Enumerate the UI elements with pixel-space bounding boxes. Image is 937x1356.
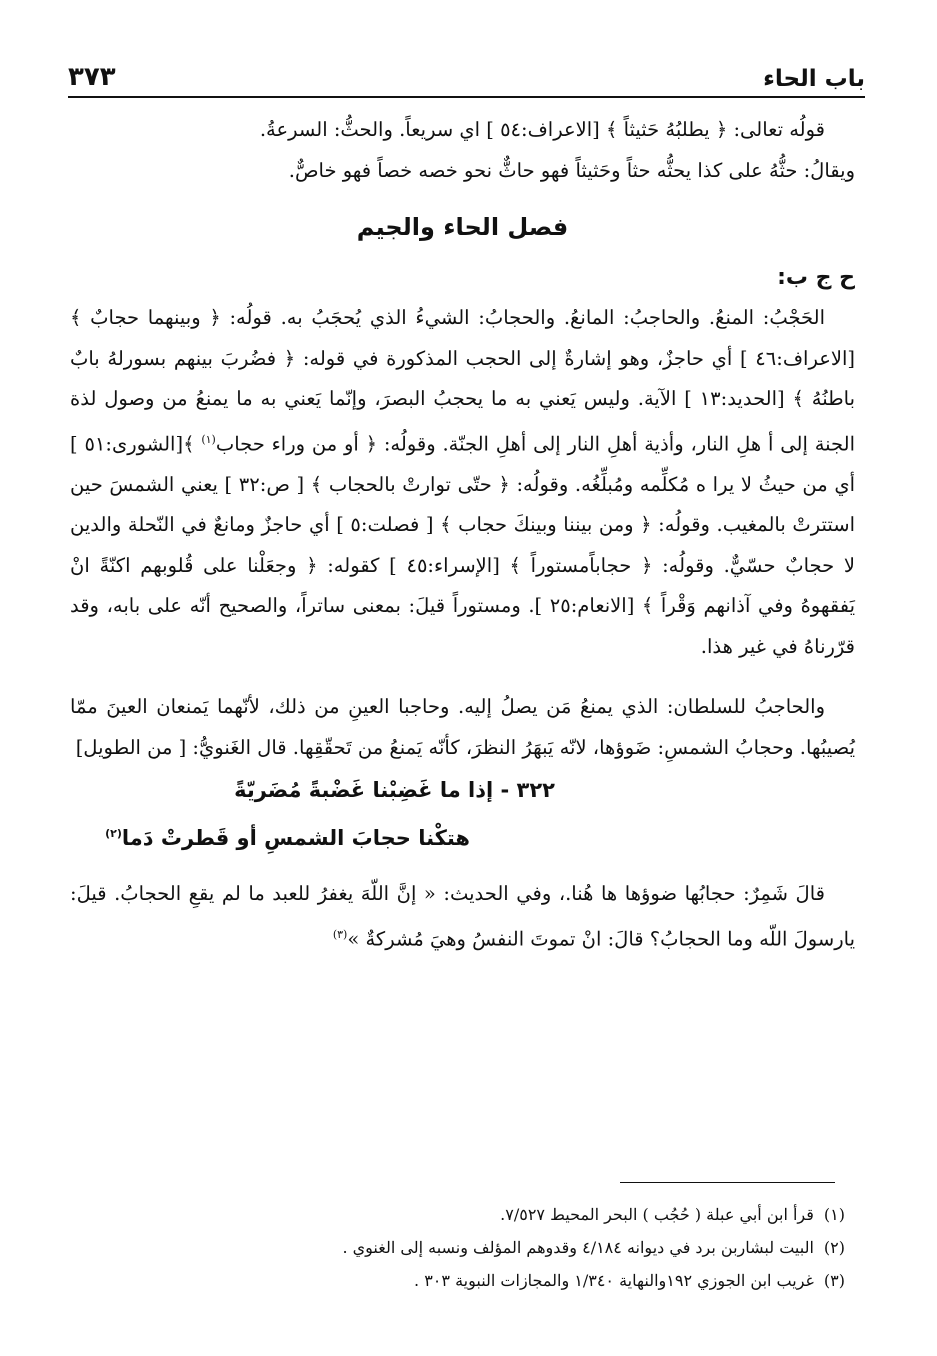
paragraph-text: قالَ شَمِرٌ: حجابُها ضوؤها ها هُنا.، وفي الحديث: « إنَّ اللّهَ يغفرُ للعبد ما لم يقعِ الحجابُ. قيلَ: يارسولَ اللّه وما الحجابُ؟ قالَ: انْ تموتَ النفسُ وهيَ مُشركةٌ »	[70, 882, 855, 950]
main-text	[70, 110, 855, 960]
paragraph-hijab-meanings	[70, 298, 855, 667]
footnote-item	[200, 1198, 845, 1231]
root-heading: ح ج ب:	[777, 265, 855, 290]
footnote-number: (١)	[823, 1205, 845, 1224]
footnote-text: البيت لبشاربن برد في ديوانه ٤/١٨٤ وقدوهم المؤلف ونسبه إلى الغنوي .	[342, 1238, 814, 1257]
footnotes	[200, 1198, 845, 1297]
verse-text: هتكْنا حجابَ الشمسِ أو قَطرتْ دَما	[121, 826, 470, 850]
chapter-title: باب الحاء	[763, 66, 865, 92]
footnote-ref-2: (٢)	[105, 827, 122, 840]
paragraph-gap	[70, 667, 855, 687]
footnote-ref-1: (١)	[201, 432, 216, 446]
page-number: ٣٧٣	[68, 62, 116, 92]
paragraph-hadith	[70, 874, 855, 960]
paragraph-text: ﴾[الشورى:٥١ ] أي من حيثُ لا يرا ه مُكلِّمه ومُبلِّغُه. وقولُه: ﴿ حتّى توارتْ بالحجاب ﴾ [ ص:٣٢ ] يعني الشمسَ حين استترتْ بالمغيب. وقولُه: ﴿ ومن بيننا وبينكَ حجاب ﴾ [ فصلت:٥ ] أي حاجزٌ ومانعٌ في النّحلة والدين لا حجابٌ حسّيٌّ. وقولُه: ﴿ حجاباًمستوراً ﴾ [الإسراء:٤٥ ] كقوله: ﴿ وجعَلْنا على قُلوبهم اكنّةً انْ يَفقهوهُ وفي آذانهم وَقْراً ﴾ [الانعام:٢٥ ]. ومستوراً قيلَ: بمعنى ساتراً، والصحيح أنّه على بابه، وقد قرّرناهُ في غير هذا.	[70, 432, 855, 658]
footnote-number: (٣)	[823, 1271, 845, 1290]
paragraph-hajib: والحاجبُ للسلطان: الذي يمنعُ مَن يصلُ إليه. وحاجبا العينِ من ذلك، لأنّهما يَمنعان العينَ ممّا يُصيبُها. وحجابُ الشمسِ: ضَوؤها، لانّه يَبهَرُ النظرَ، كأنّه يَمنعُ من تَحقّقِها. قال الغَنويُّ: [ من الطويل]	[70, 695, 855, 759]
running-head	[68, 52, 865, 92]
footnote-ref-3: (٣)	[332, 927, 348, 941]
intro-line-2: ويقالُ: حثُّهُ على كذا يحثُّه حثاً وحَثيثاً فهو حاثٌّ نحو خصه خصاً فهو خاصٌّ.	[288, 158, 855, 182]
paragraph-text: الحَجْبُ: المنعُ. والحاجبُ: المانعُ. والحجابُ: الشيءُ الذي يُحجَبُ به. قولُه: ﴿ وبينهما حجابٌ ﴾ [الاعراف:٤٦ ] أي حاجزٌ، وهو إشارةٌ إلى الحجب المذكورة في قوله: ﴿ فضُربَ بينهم بسورلهُ بابٌ باطنُهُ ﴾ [الحديد:١٣ ] الآية. وليس يَعني به ما يحجبُ البصرَ، وإنّما يَعني به ما يمنعُ من وصول لذة الجنة إلى أ هلِ النار، وأذية أهلِ النار إلى أهلِ الجنّة. وقولُه: ﴿ أو من وراء حجاب	[70, 306, 855, 455]
footnote-text: غريب ابن الجوزي ١٩٢والنهاية ١/٣٤٠ والمجازات النبوية ٣٠٣ .	[414, 1271, 814, 1290]
section-heading: فصل الحاء والجيم	[356, 213, 569, 241]
footnote-number: (٢)	[823, 1238, 845, 1257]
footnote-item	[200, 1264, 845, 1297]
verse-second-hemistich	[70, 812, 470, 860]
verse-first-hemistich: ٣٢٢ - إذا ما غَضِبْنا غَضْبةً مُضَريّةً	[234, 778, 555, 802]
footnote-text: قرأ ابن أبي عبلة ( حُجُب ) البحر المحيط ٧/٥٢٧.	[500, 1205, 814, 1224]
header-rule	[68, 96, 865, 98]
intro-line-1: قولُه تعالى: ﴿ يطلبُهُ حَثيثاً ﴾ [الاعراف:٥٤ ] اي سريعاً. والحثُّ: السرعةُ.	[259, 118, 825, 141]
footnote-item	[200, 1231, 845, 1264]
footnote-separator	[620, 1182, 835, 1183]
